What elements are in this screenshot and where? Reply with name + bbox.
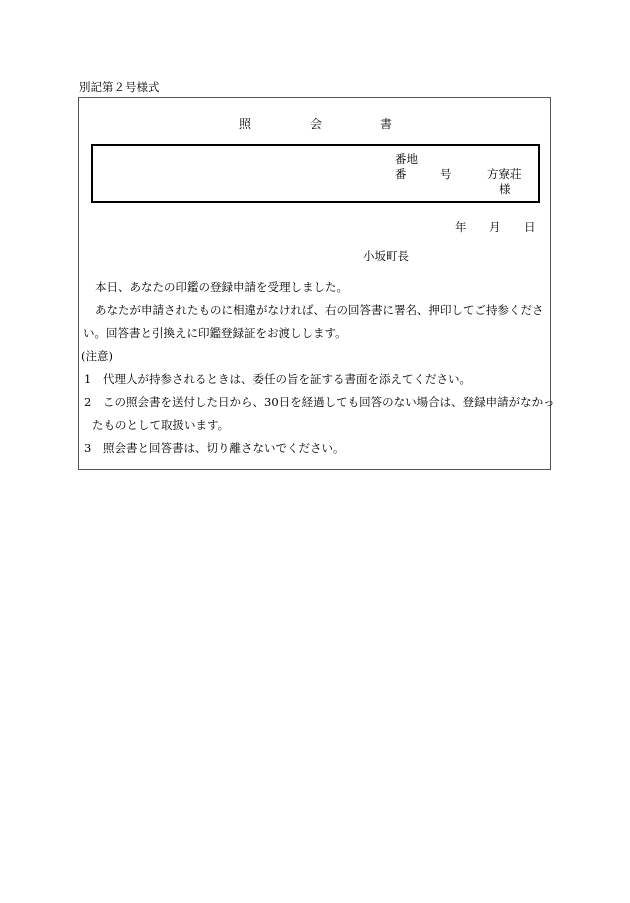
address-sama: 様: [499, 182, 511, 196]
issuer-name: 小坂町長: [363, 249, 409, 263]
date-year: 年: [455, 220, 467, 234]
address-ban: 番: [395, 167, 407, 181]
note-1-number: 1: [84, 372, 92, 386]
title-char-1: 照: [239, 117, 252, 131]
address-box: [91, 144, 540, 203]
date-month: 月: [489, 220, 501, 234]
notes-heading: (注意): [81, 349, 113, 363]
body-paragraph-2-line-2: い。回答書と引換えに印鑑登録証をお渡しします。: [83, 326, 347, 340]
title-char-3: 書: [380, 117, 393, 131]
address-katagaki: 方寮荘: [487, 167, 522, 181]
note-3-text: 照会書と回答書は、切り離さないでください。: [103, 441, 345, 455]
note-2-text-line-1: この照会書を送付した日から、30日を経過しても回答のない場合は、登録申請がなかっ: [103, 395, 555, 409]
note-2-number: 2: [84, 395, 92, 409]
document-title: [0, 116, 630, 132]
address-banchi: 番地: [395, 152, 418, 166]
date-day: 日: [524, 220, 536, 234]
note-1-text: 代理人が持参されるときは、委任の旨を証する書面を添えてください。: [103, 372, 471, 386]
note-2-text-line-2: たものとして取扱います。: [92, 418, 230, 432]
title-char-2: 会: [310, 117, 323, 131]
body-paragraph-1: 本日、あなたの印鑑の登録申請を受理しました。: [95, 280, 348, 294]
note-3-number: 3: [84, 441, 92, 455]
address-go: 号: [440, 167, 452, 181]
body-paragraph-2-line-1: あなたが申請されたものに相違がなければ、右の回答書に署名、押印してご持参くださ: [95, 303, 544, 317]
form-label: 別記第２号様式: [79, 80, 160, 94]
